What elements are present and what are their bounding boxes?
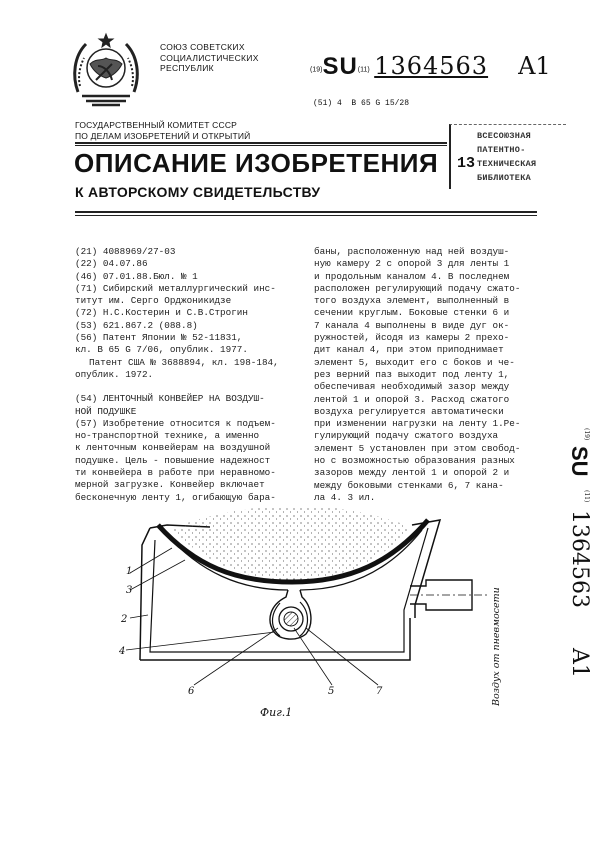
- abstract-line: элемент 5, выходит его с боков и че-: [314, 356, 515, 368]
- ipc-code: (51) 4: [313, 99, 342, 108]
- abstract-line: лентой 1 и опорой 3. Расход сжатого: [314, 393, 510, 405]
- title-rule-bottom: [75, 211, 537, 213]
- library-number: 13: [457, 155, 476, 172]
- vertical-number: 1364563: [567, 510, 592, 608]
- abstract-line: рез верний паз выходит под ленту 1,: [314, 368, 510, 380]
- left-column: [75, 246, 279, 504]
- ipc-classification: [313, 99, 409, 108]
- library-line: ПАТЕНТНО-: [477, 145, 526, 155]
- channel-wall-7: [300, 602, 308, 636]
- figure-label: 7: [376, 686, 383, 697]
- abstract-line: подушке. Цель - повышение надежност: [75, 454, 271, 466]
- biblio-line: Патент США № 3688894, кл. 198-184,: [89, 356, 279, 368]
- biblio-line: (53) 621.867.2 (088.8): [75, 319, 198, 331]
- abstract-line: мерной загрузке. Конвейер включает: [75, 479, 265, 491]
- abstract-line: ти конвейера в работе при неравномо-: [75, 467, 276, 479]
- patent-number: 1364563: [374, 52, 489, 80]
- abstract-line: 7 канала 4 выполнены в виде дуг ок-: [314, 319, 510, 331]
- library-stamp: [449, 124, 566, 189]
- abstract-line: ружностей, йсодя из камеры 2 прехо-: [314, 332, 510, 344]
- vertical-patent-number: [546, 428, 594, 688]
- figure-label: 5: [328, 686, 335, 697]
- library-line: ТЕХНИЧЕСКАЯ: [477, 159, 537, 169]
- biblio-line: (56) Патент Японии № 52-11831,: [75, 332, 243, 344]
- vertical-code-19: (19): [583, 428, 590, 441]
- code-11: (11): [357, 66, 370, 74]
- ussr-emblem-icon: [68, 28, 144, 108]
- figure-label: 3: [126, 585, 133, 596]
- library-line: БИБЛИОТЕКА: [477, 173, 532, 183]
- invention-title-line: НОЙ ПОДУШКЕ: [75, 405, 137, 417]
- abstract-line: дит канал 4, при этом приподнимает: [314, 344, 504, 356]
- invention-title-line: (54) ЛЕНТОЧНЫЙ КОНВЕЙЕР НА ВОЗДУШ-: [75, 393, 265, 405]
- figure-label: 1: [126, 566, 133, 577]
- figure-label: 4: [119, 646, 126, 657]
- abstract-line: между боковыми стенками 6, 7 кана-: [314, 479, 504, 491]
- figure-label: 6: [188, 686, 195, 697]
- biblio-line: опублик. 1972.: [75, 368, 154, 380]
- abstract-line: при изменении нагрузки на ленту 1.Ре-: [314, 418, 521, 430]
- patent-number-block: [310, 52, 551, 81]
- abstract-line: но с возможностью образования разных: [314, 455, 515, 467]
- document-subtitle: К АВТОРСКОМУ СВИДЕТЕЛЬСТВУ: [75, 184, 321, 200]
- biblio-line: (21) 4088969/27-03: [75, 246, 176, 257]
- union-line: СОЦИАЛИСТИЧЕСКИХ: [160, 52, 259, 63]
- union-line: СОЮЗ СОВЕТСКИХ: [160, 42, 245, 52]
- abstract-line: к ленточным конвейерам на воздушной: [75, 442, 271, 454]
- biblio-line: (71) Сибирский металлургический инс-: [75, 282, 276, 294]
- abstract-line: баны, расположенную над ней воздуш-: [314, 246, 510, 257]
- abstract-line: гулирующий подачу сжатого воздуха: [314, 430, 499, 442]
- biblio-line: титут им. Серго Орджоникидзе: [75, 295, 232, 307]
- abstract-line: расположен регулирующий подачу сжато-: [314, 282, 521, 294]
- committee-line: ПО ДЕЛАМ ИЗОБРЕТЕНИЙ И ОТКРЫТИЙ: [75, 131, 251, 141]
- code-19: (19): [310, 66, 323, 74]
- abstract-line: и продольным каналом 4. В последнем: [314, 270, 510, 282]
- abstract-line: ную камеру 2 с опорой 3 для ленты 1: [314, 258, 510, 270]
- title-rule-top: [75, 142, 447, 144]
- figure-caption: Фиг.1: [260, 706, 293, 719]
- biblio-line: кл. В 65 G 7/06, опублик. 1977.: [75, 344, 248, 356]
- biblio-line: (46) 07.01.88.Бюл. № 1: [75, 270, 198, 282]
- committee-name: [75, 120, 251, 142]
- abstract-line: воздуха регулируется автоматически: [314, 405, 504, 417]
- issuing-union: [160, 42, 259, 74]
- kind-code: A1: [518, 52, 551, 80]
- abstract-line: ла 4. 3 ил.: [314, 491, 376, 503]
- abstract-line: но-транспортной технике, а именно: [75, 430, 260, 442]
- vertical-code-11: (11): [583, 490, 590, 503]
- title-rule-top-thin: [75, 145, 447, 146]
- title-rule-bottom-thin: [75, 215, 537, 216]
- conveyor-drawing: [110, 500, 510, 700]
- vertical-country: SU: [567, 446, 592, 477]
- air-source-label: [489, 587, 519, 712]
- abstract-line: элемент 5 установлен при этом свобод-: [314, 442, 521, 454]
- right-column: [314, 246, 520, 504]
- figure-label: 2: [121, 614, 128, 625]
- biblio-line: (22) 04.07.86: [75, 258, 148, 270]
- ipc-value: B 65 G 15/28: [351, 99, 410, 108]
- abstract-line: (57) Изобретение относится к подъем-: [75, 417, 276, 429]
- abstract-line: бесконечную ленту 1, огибающую бара-: [75, 491, 276, 503]
- union-line: РЕСПУБЛИК: [160, 63, 214, 73]
- library-line: ВСЕСОЮЗНАЯ: [477, 131, 532, 141]
- country-code: SU: [322, 53, 358, 80]
- abstract-line: сечении круглым. Боковые стенки 6 и: [314, 307, 510, 319]
- vertical-kind: A1: [567, 648, 592, 678]
- document-title: ОПИСАНИЕ ИЗОБРЕТЕНИЯ: [74, 148, 439, 178]
- air-source-text: Воздух от пневмосети: [491, 587, 502, 706]
- biblio-line: (72) Н.С.Костерин и С.В.Строгин: [75, 307, 248, 319]
- abstract-line: зазоров между лентой 1 и опорой 2 и: [314, 467, 510, 479]
- committee-line: ГОСУДАРСТВЕННЫЙ КОМИТЕТ СССР: [75, 120, 238, 130]
- abstract-line: обеспечивая необходимый зазор между: [314, 381, 510, 393]
- abstract-line: того воздуха элемент, выполненный в: [314, 295, 510, 307]
